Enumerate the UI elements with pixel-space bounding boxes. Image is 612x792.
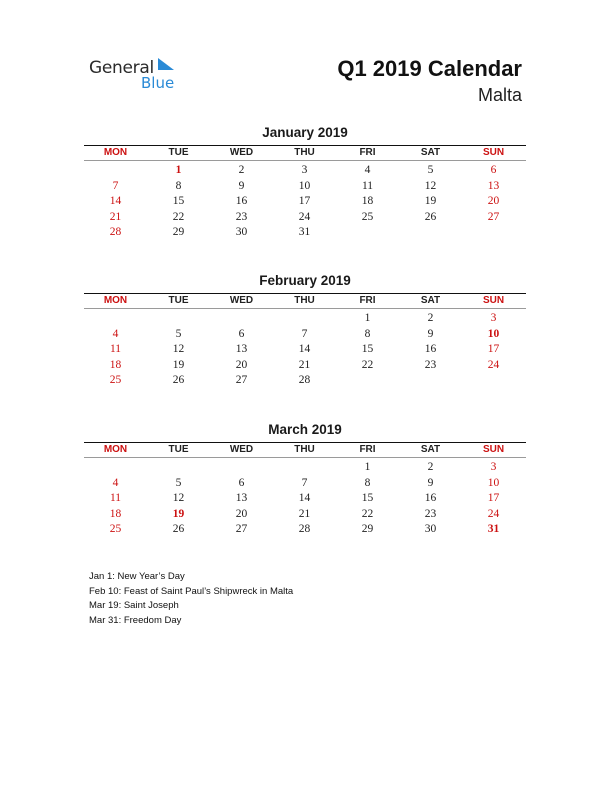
- brand-logo: [89, 56, 189, 92]
- day-cell: 6: [490, 164, 497, 176]
- weekday-label-mon: MON: [103, 147, 128, 158]
- day-cell: 9: [427, 327, 434, 340]
- weekday-header-row: [84, 442, 526, 458]
- days-grid: [84, 311, 526, 389]
- days-grid: [84, 163, 526, 241]
- weekday-label-mon: MON: [103, 444, 128, 455]
- weekday-label-fri: FRI: [359, 295, 376, 306]
- day-cell: 26: [172, 523, 185, 536]
- day-cell: 31: [298, 226, 311, 239]
- day-cell: 5: [175, 327, 182, 340]
- day-cell: 21: [298, 358, 311, 371]
- day-cell: 8: [364, 476, 371, 489]
- holiday-item: Mar 31: Freedom Day: [89, 614, 182, 626]
- day-cell: 9: [238, 179, 245, 192]
- brand-blue-text: Blue: [141, 74, 175, 92]
- weekday-label-tue: TUE: [168, 444, 189, 455]
- holiday-item: Jan 1: New Year’s Day: [89, 571, 185, 582]
- month-title: February 2019: [259, 273, 351, 288]
- day-cell: 4: [112, 476, 119, 489]
- day-cell: 27: [235, 523, 248, 536]
- holiday-day-cell: 10: [487, 327, 500, 340]
- day-cell: 9: [427, 476, 434, 489]
- weekday-label-sat: SAT: [420, 444, 441, 455]
- day-cell: 5: [175, 476, 182, 489]
- day-cell: 13: [235, 492, 248, 505]
- empty-day-cell: [147, 311, 210, 327]
- month-title: March 2019: [268, 422, 342, 437]
- day-cell: 25: [109, 523, 122, 536]
- holiday-item: Mar 19: Saint Joseph: [89, 600, 179, 612]
- day-cell: 4: [364, 164, 371, 176]
- empty-day-cell: [84, 163, 147, 179]
- holiday-item: Feb 10: Feast of Saint Paul’s Shipwreck in Malta: [89, 585, 294, 597]
- empty-day-cell: [147, 460, 210, 476]
- weekday-header-row: [84, 293, 526, 309]
- day-cell: 1: [364, 461, 371, 473]
- day-cell: 22: [172, 210, 185, 223]
- holiday-day-cell: 1: [175, 164, 182, 176]
- day-cell: 18: [109, 507, 122, 520]
- day-cell: 26: [424, 210, 437, 223]
- day-cell: 8: [175, 179, 182, 192]
- weekday-label-thu: THU: [294, 147, 315, 158]
- empty-day-cell: [210, 311, 273, 327]
- day-cell: 15: [172, 195, 185, 208]
- day-cell: 25: [109, 374, 122, 387]
- day-cell: 21: [109, 210, 122, 223]
- day-cell: 24: [298, 210, 311, 223]
- day-cell: 14: [109, 195, 122, 208]
- day-cell: 14: [298, 343, 311, 356]
- weekday-label-wed: WED: [229, 295, 254, 306]
- day-cell: 15: [361, 492, 374, 505]
- brand-general-text: General: [89, 58, 154, 78]
- day-cell: 15: [361, 343, 374, 356]
- day-cell: 29: [361, 523, 374, 536]
- day-cell: 18: [109, 358, 122, 371]
- day-cell: 16: [424, 343, 437, 356]
- day-cell: 20: [487, 195, 500, 208]
- month-title: January 2019: [262, 125, 348, 140]
- day-cell: 20: [235, 358, 248, 371]
- day-cell: 16: [235, 195, 248, 208]
- day-cell: 6: [238, 327, 245, 340]
- day-cell: 28: [298, 374, 311, 387]
- flag-icon: [158, 56, 174, 70]
- month-january: [84, 125, 526, 241]
- day-cell: 19: [172, 358, 185, 371]
- day-cell: 11: [109, 343, 122, 356]
- day-cell: 25: [361, 210, 374, 223]
- day-cell: 2: [238, 164, 245, 176]
- day-cell: 8: [364, 327, 371, 340]
- day-cell: 5: [427, 164, 434, 176]
- day-cell: 23: [424, 358, 437, 371]
- weekday-label-tue: TUE: [168, 147, 189, 158]
- day-cell: 24: [487, 507, 500, 520]
- empty-day-cell: [210, 460, 273, 476]
- day-cell: 13: [487, 179, 500, 192]
- day-cell: 1: [364, 312, 371, 324]
- month-march: [84, 422, 526, 538]
- weekday-label-sun: SUN: [482, 295, 505, 306]
- day-cell: 22: [361, 358, 374, 371]
- day-cell: 4: [112, 327, 119, 340]
- day-cell: 3: [490, 312, 497, 324]
- day-cell: 28: [109, 226, 122, 239]
- weekday-label-wed: WED: [229, 147, 254, 158]
- day-cell: 3: [490, 461, 497, 473]
- weekday-label-mon: MON: [103, 295, 128, 306]
- day-cell: 17: [487, 492, 500, 505]
- day-cell: 17: [487, 343, 500, 356]
- day-cell: 3: [301, 164, 308, 176]
- day-cell: 30: [235, 226, 248, 239]
- day-cell: 20: [235, 507, 248, 520]
- country-name: Malta: [477, 85, 522, 105]
- day-cell: 12: [424, 179, 437, 192]
- day-cell: 11: [109, 492, 122, 505]
- day-cell: 7: [301, 476, 308, 489]
- day-cell: 2: [427, 461, 434, 473]
- empty-day-cell: [84, 460, 147, 476]
- weekday-label-fri: FRI: [359, 147, 376, 158]
- weekday-label-thu: THU: [294, 444, 315, 455]
- day-cell: 7: [301, 327, 308, 340]
- day-cell: 16: [424, 492, 437, 505]
- day-cell: 24: [487, 358, 500, 371]
- empty-day-cell: [273, 460, 336, 476]
- day-cell: 7: [112, 179, 119, 192]
- weekday-label-fri: FRI: [359, 444, 376, 455]
- weekday-label-tue: TUE: [168, 295, 189, 306]
- day-cell: 17: [298, 195, 311, 208]
- day-cell: 26: [172, 374, 185, 387]
- holiday-day-cell: 19: [172, 507, 185, 520]
- day-cell: 30: [424, 523, 437, 536]
- weekday-label-sat: SAT: [420, 147, 441, 158]
- day-cell: 10: [487, 476, 500, 489]
- day-cell: 27: [487, 210, 500, 223]
- day-cell: 2: [427, 312, 434, 324]
- day-cell: 11: [361, 179, 374, 192]
- days-grid: [84, 460, 526, 538]
- day-cell: 21: [298, 507, 311, 520]
- day-cell: 22: [361, 507, 374, 520]
- day-cell: 29: [172, 226, 185, 239]
- day-cell: 14: [298, 492, 311, 505]
- day-cell: 27: [235, 374, 248, 387]
- day-cell: 18: [361, 195, 374, 208]
- weekday-label-sun: SUN: [482, 147, 505, 158]
- page-title: Q1 2019 Calendar: [337, 56, 522, 81]
- empty-day-cell: [84, 311, 147, 327]
- day-cell: 23: [235, 210, 248, 223]
- day-cell: 28: [298, 523, 311, 536]
- day-cell: 19: [424, 195, 437, 208]
- day-cell: 12: [172, 343, 185, 356]
- day-cell: 13: [235, 343, 248, 356]
- weekday-label-thu: THU: [294, 295, 315, 306]
- weekday-label-sat: SAT: [420, 295, 441, 306]
- weekday-label-wed: WED: [229, 444, 254, 455]
- month-february: [84, 273, 526, 389]
- day-cell: 23: [424, 507, 437, 520]
- empty-day-cell: [273, 311, 336, 327]
- holiday-list: [89, 570, 293, 628]
- day-cell: 12: [172, 492, 185, 505]
- weekday-label-sun: SUN: [482, 444, 505, 455]
- holiday-day-cell: 31: [487, 523, 500, 536]
- weekday-header-row: [84, 145, 526, 161]
- day-cell: 6: [238, 476, 245, 489]
- day-cell: 10: [298, 179, 311, 192]
